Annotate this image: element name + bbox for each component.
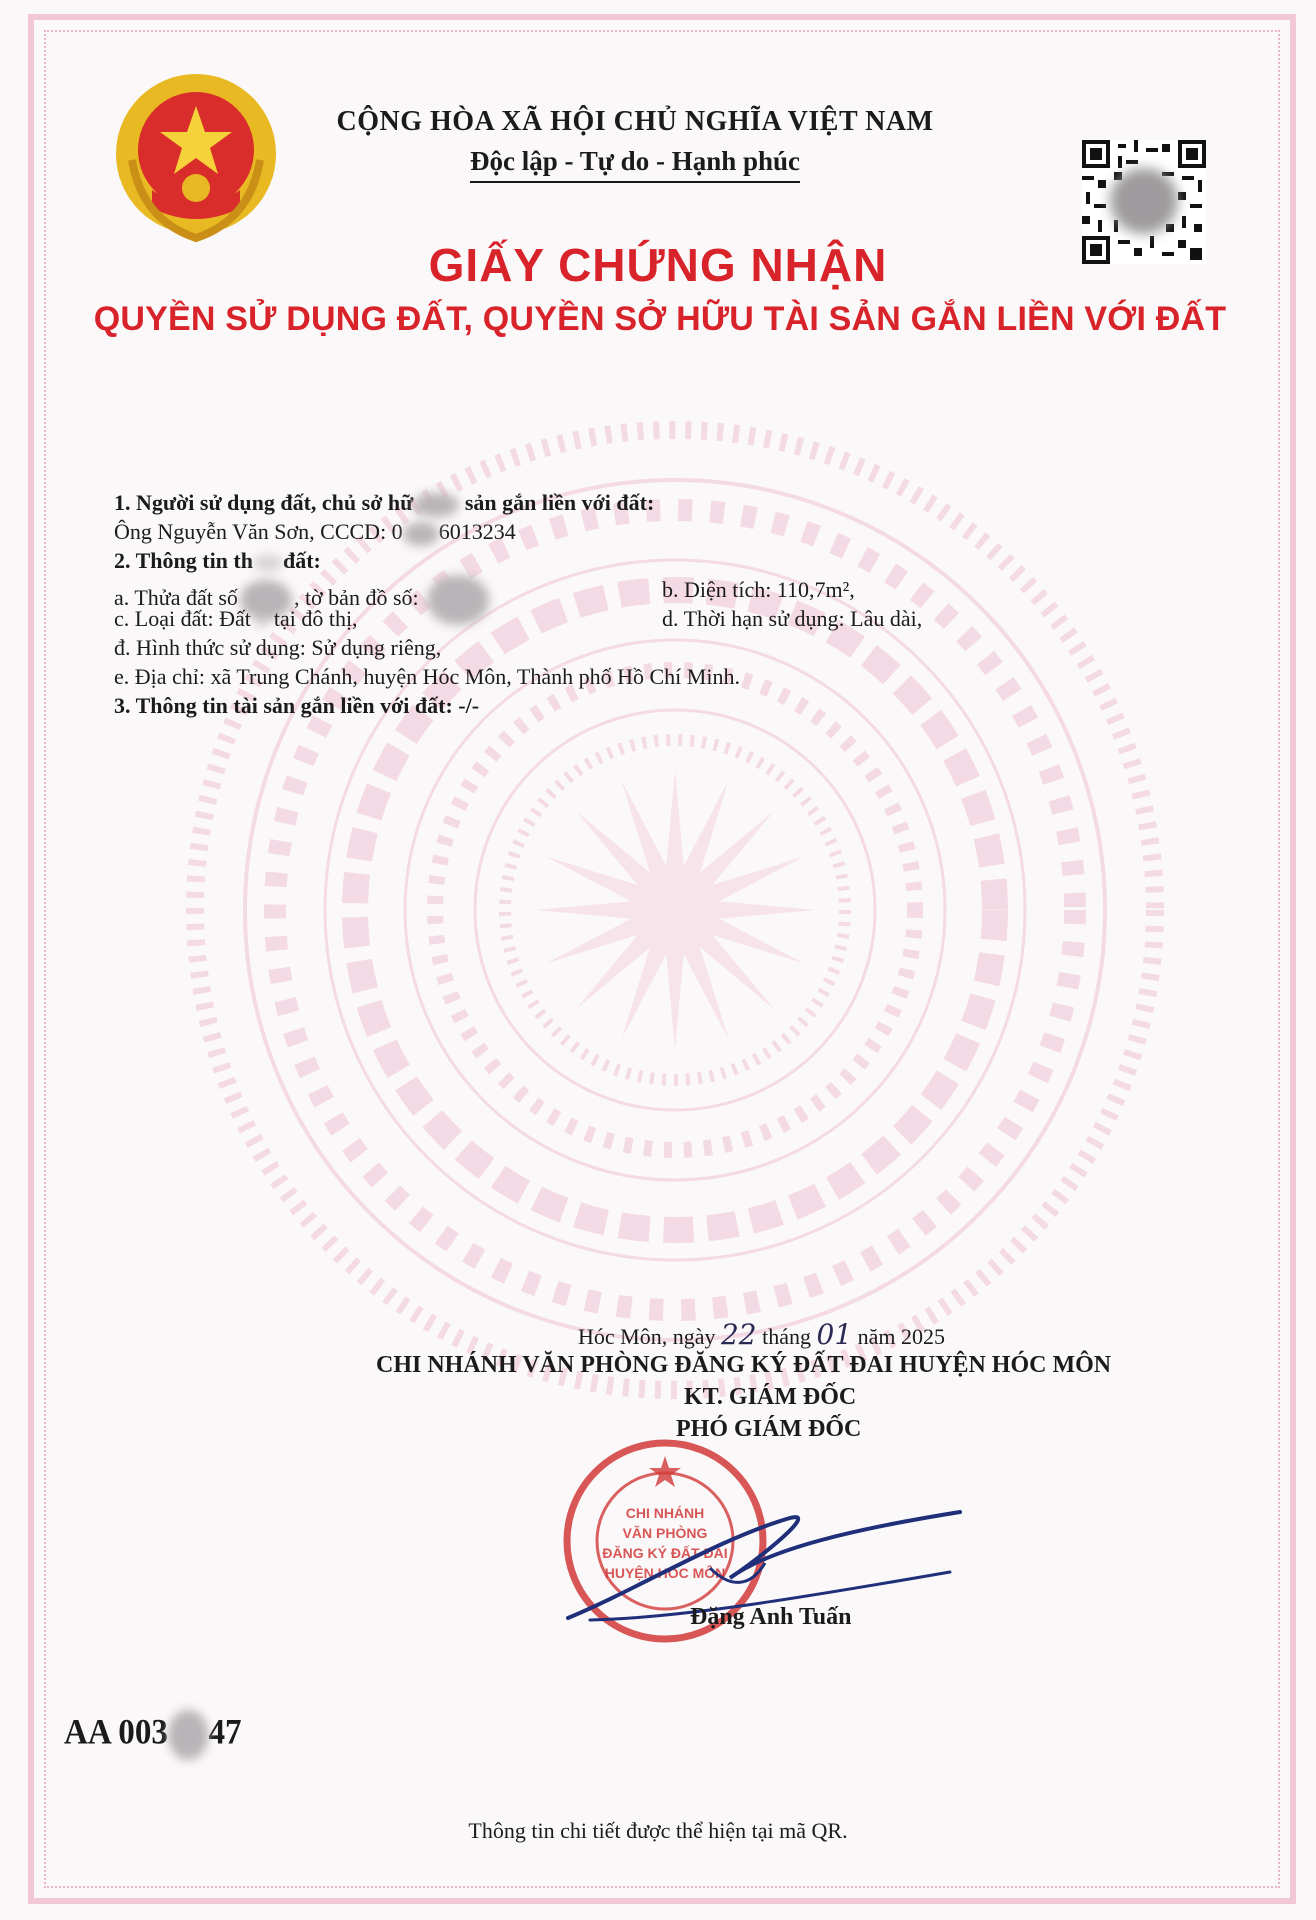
map-sheet-label: , tờ bản đồ số:: [293, 585, 419, 611]
certificate-title: GIẤY CHỨNG NHẬN: [428, 239, 888, 291]
issuing-office: CHI NHÁNH VĂN PHÒNG ĐĂNG KÝ ĐẤT ĐAI HUYỆN HÓC MÔN: [376, 1352, 1112, 1378]
date-month: 01: [816, 1318, 853, 1351]
section1-heading: [114, 488, 1174, 517]
stamp-text-line: ĐĂNG KÝ ĐẤT ĐAI: [602, 1545, 728, 1561]
section1-heading-start: 1. Người sử dụng đất, chủ sở hữ: [114, 490, 414, 515]
director-title: KT. GIÁM ĐỐC: [684, 1384, 857, 1410]
date-year: năm 2025: [857, 1324, 946, 1349]
section3-assets: 3. Thông tin tài sản gắn liền với đất: -/-: [114, 693, 480, 718]
parcel-line: [114, 575, 1174, 611]
redaction: [413, 493, 459, 517]
section1-heading-end: sản gắn liền với đất:: [459, 490, 655, 515]
certificate-subtitle: QUYỀN SỬ DỤNG ĐẤT, QUYỀN SỞ HỮU TÀI SẢN GẮN LIỀN VỚI ĐẤT: [93, 300, 1227, 338]
section2-heading: [114, 546, 1174, 575]
stamp-text-line: VĂN PHÒNG: [622, 1525, 708, 1541]
redaction: [256, 614, 268, 628]
parcel-number-label: a. Thửa đất số: [114, 585, 238, 611]
national-name: CỘNG HÒA XÃ HỘI CHỦ NGHĨA VIỆT NAM: [336, 106, 934, 137]
address: e. Địa chỉ: xã Trung Chánh, huyện Hóc Môn, Thành phố Hồ Chí Minh.: [114, 664, 740, 689]
certificate-info: [114, 488, 1174, 720]
serial-start: AA 003: [64, 1711, 168, 1752]
owner-line: [114, 517, 1174, 546]
owner-line-end: 6013234: [438, 519, 516, 544]
land-type-start: c. Loại đất: Đất: [114, 606, 257, 631]
area-value: b. Diện tích: 110,7m²,: [662, 577, 855, 602]
redaction: [253, 554, 283, 572]
land-type-line: [114, 604, 1174, 633]
qr-footer-note: Thông tin chi tiết được thể hiện tại mã QR.: [468, 1818, 848, 1843]
form-of-use: đ. Hình thức sử dụng: Sử dụng riêng,: [114, 635, 442, 660]
section2-heading-end: đất:: [282, 548, 321, 573]
issue-date: [578, 1318, 945, 1351]
deputy-director-title: PHÓ GIÁM ĐỐC: [676, 1416, 862, 1442]
national-emblem-icon: [112, 70, 280, 244]
serial-number: [64, 1710, 242, 1760]
date-month-label: tháng: [762, 1324, 812, 1349]
signer-name: Đặng Anh Tuấn: [690, 1604, 852, 1630]
owner-line-start: Ông Nguyễn Văn Sơn, CCCD: 0: [114, 519, 403, 544]
national-header: [300, 106, 970, 183]
section2-heading-start: 2. Thông tin th: [114, 548, 253, 573]
land-type-end: tại đô thị,: [268, 606, 358, 631]
redaction: [168, 1710, 208, 1760]
stamp-text-line: HUYỆN HÓC MÔN: [604, 1565, 726, 1581]
redaction: [403, 522, 439, 546]
national-motto: Độc lập - Tự do - Hạnh phúc: [470, 146, 800, 183]
date-day: 22: [720, 1318, 757, 1351]
term-of-use: d. Thời hạn sử dụng: Lâu dài,: [662, 606, 923, 631]
serial-end: 47: [208, 1711, 242, 1752]
stamp-text-line: CHI NHÁNH: [625, 1505, 705, 1521]
date-prefix: Hóc Môn, ngày: [578, 1324, 716, 1349]
qr-redaction: [1110, 168, 1178, 234]
